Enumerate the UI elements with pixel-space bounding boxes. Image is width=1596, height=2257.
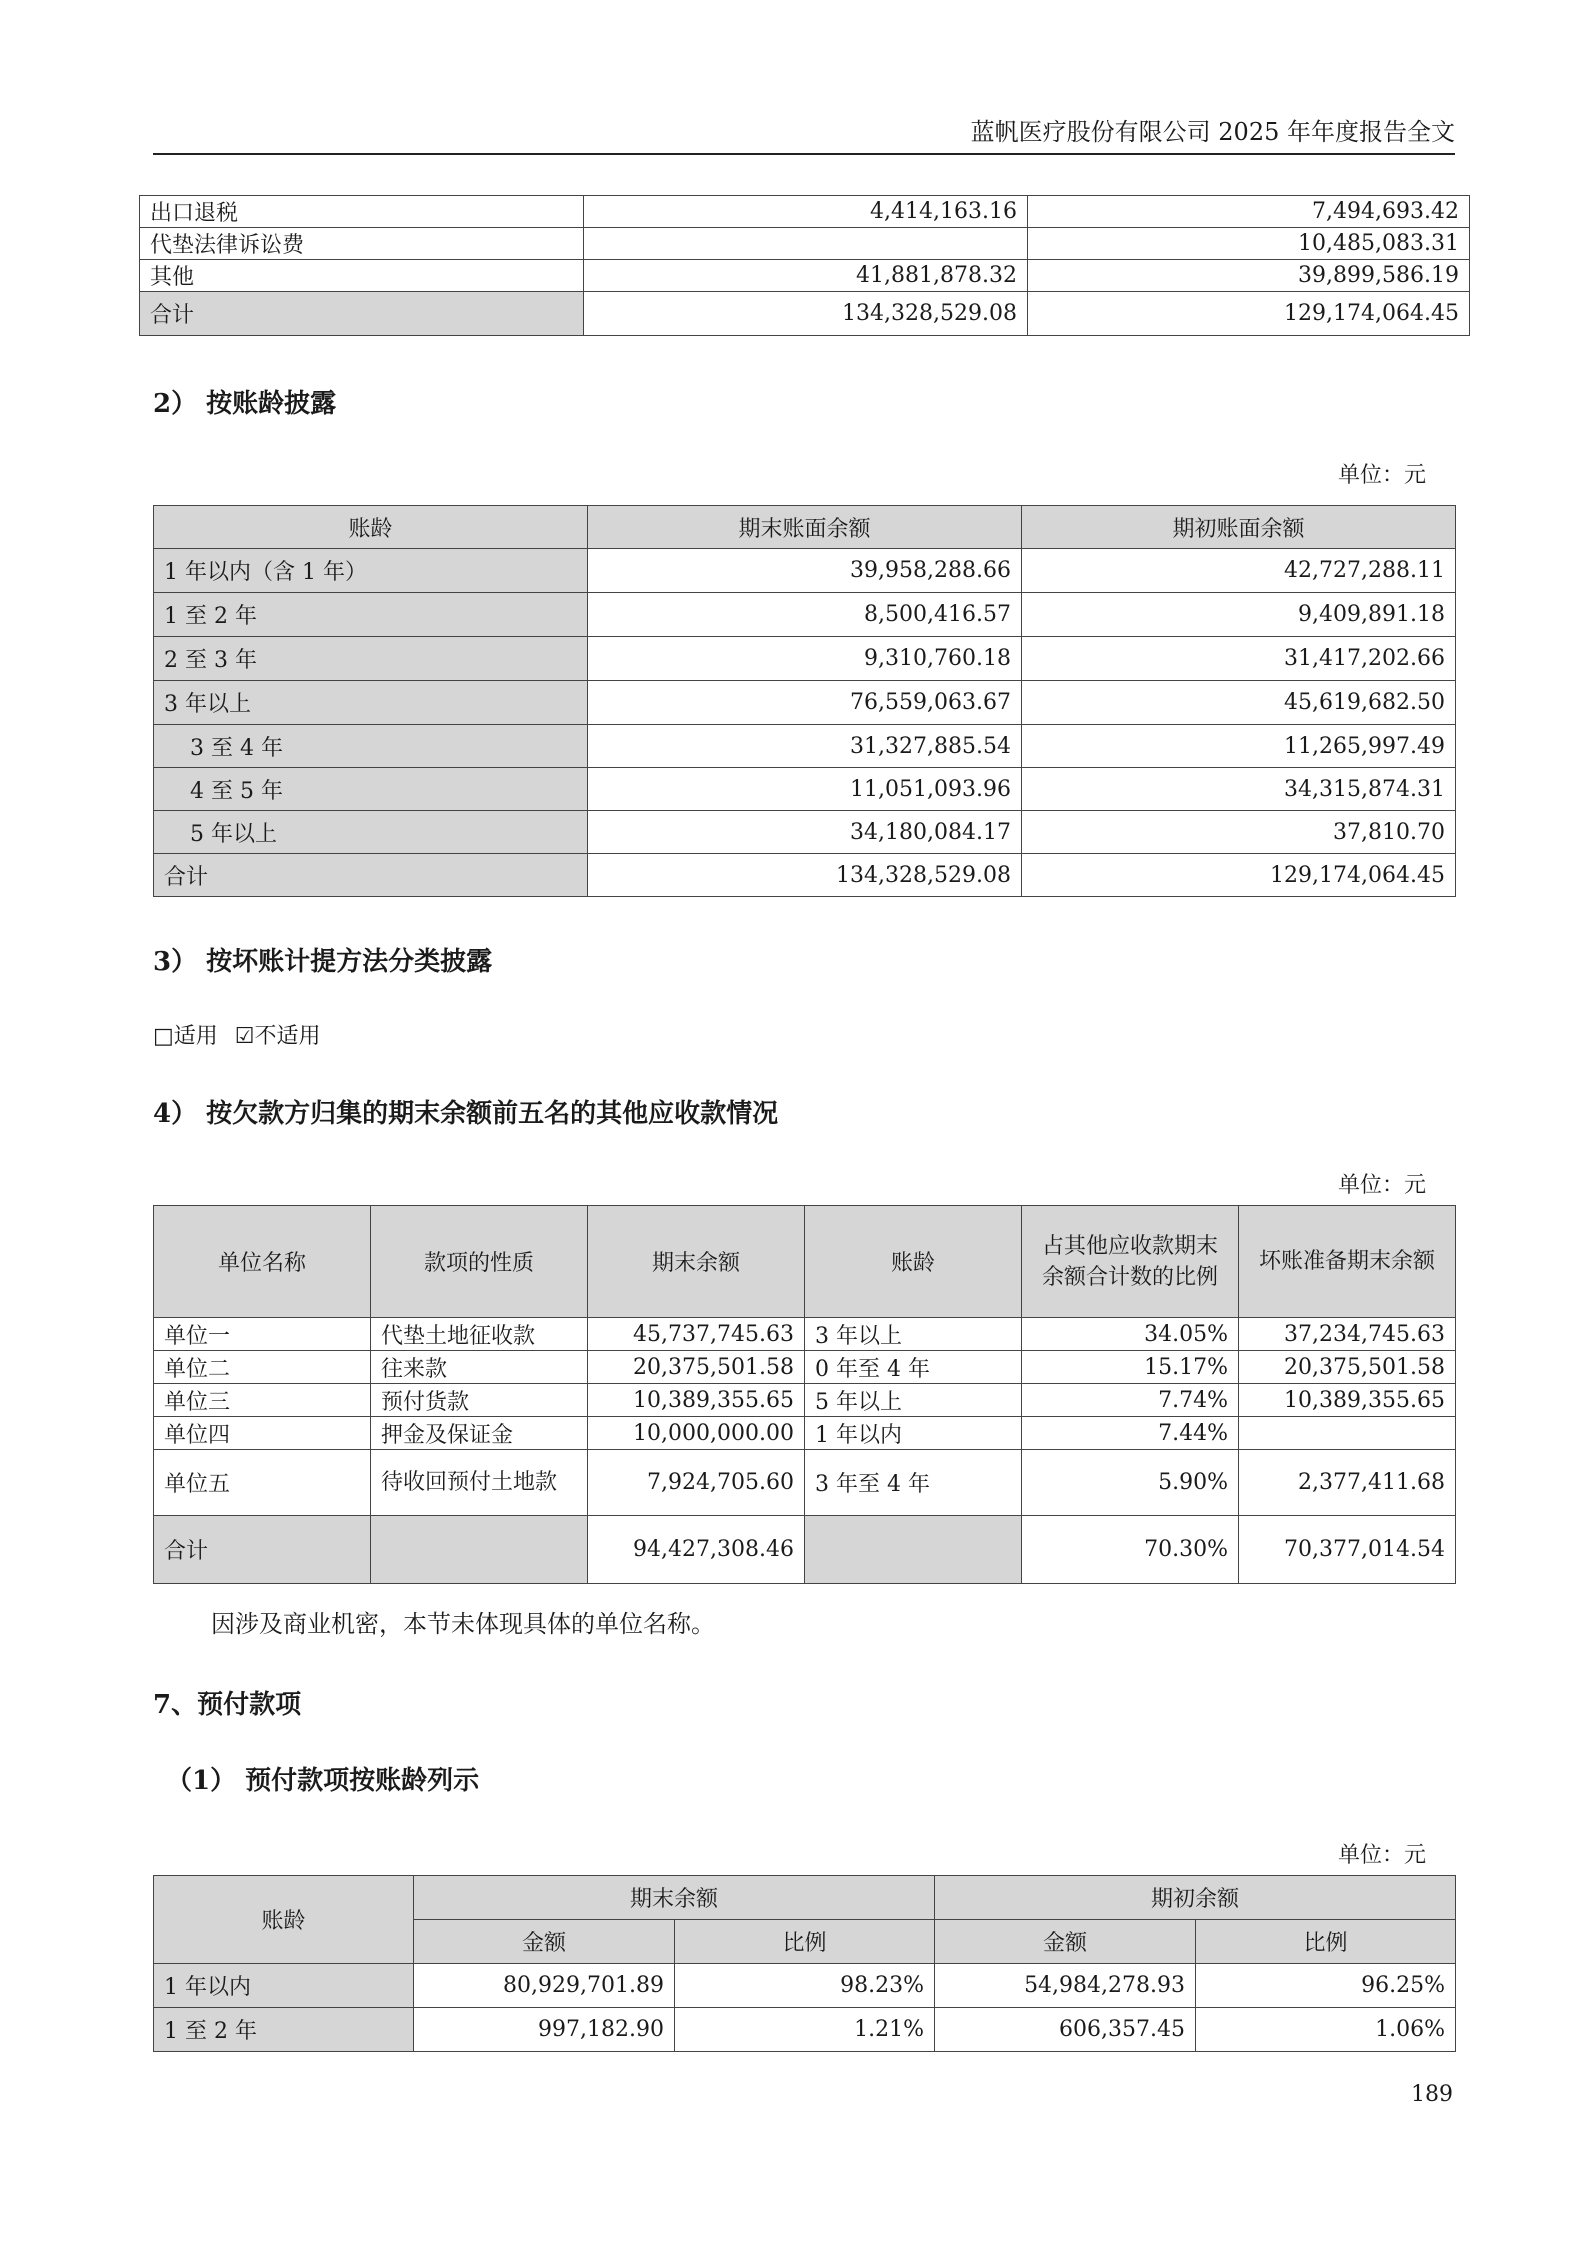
- begin-amount-cell: 54,984,278.93: [935, 1964, 1196, 2008]
- begin-balance-cell: 34,315,874.31: [1022, 768, 1456, 811]
- section-heading-bad-debt: 3） 按坏账计提方法分类披露: [153, 947, 493, 977]
- column-header: 账龄: [805, 1206, 1022, 1318]
- prepayments-aging-table: [153, 1875, 1456, 2052]
- confidentiality-note: 因涉及商业机密，本节未体现具体的单位名称。: [211, 1610, 715, 1638]
- column-header: 比例: [675, 1920, 935, 1964]
- end-ratio-cell: 1.21%: [675, 2008, 935, 2052]
- column-header: 期末账面余额: [588, 506, 1022, 549]
- unit-label: 单位：元: [1337, 1173, 1426, 1198]
- ratio-cell: 7.74%: [1022, 1384, 1239, 1417]
- debtor-name: 单位一: [154, 1318, 371, 1351]
- table-row: [154, 1384, 1456, 1417]
- ratio-cell: 15.17%: [1022, 1351, 1239, 1384]
- column-header: 金额: [414, 1920, 675, 1964]
- end-balance-cell: 134,328,529.08: [584, 292, 1028, 336]
- provision-cell: 10,389,355.65: [1239, 1384, 1456, 1417]
- section-heading-top-five: 4） 按欠款方归集的期末余额前五名的其他应收款情况: [153, 1099, 779, 1129]
- provision-cell: [1239, 1417, 1456, 1450]
- begin-ratio-cell: 96.25%: [1196, 1964, 1456, 2008]
- debtor-name: 单位四: [154, 1417, 371, 1450]
- debtor-name: 单位二: [154, 1351, 371, 1384]
- begin-balance-cell: 7,494,693.42: [1028, 196, 1470, 228]
- begin-balance-cell: 129,174,064.45: [1022, 854, 1456, 897]
- top-five-debtors-table: [153, 1205, 1456, 1584]
- row-label: 3 年以上: [154, 681, 588, 725]
- nature-cell: 往来款: [371, 1351, 588, 1384]
- aging-disclosure-table: [153, 505, 1456, 897]
- begin-balance-cell: 42,727,288.11: [1022, 549, 1456, 593]
- other-receivables-by-nature-table: [139, 195, 1470, 336]
- begin-balance-cell: 37,810.70: [1022, 811, 1456, 854]
- begin-ratio-cell: 1.06%: [1196, 2008, 1456, 2052]
- table-row: [154, 725, 1456, 768]
- row-label: 1 至 2 年: [154, 2008, 414, 2052]
- row-label: 1 至 2 年: [154, 593, 588, 637]
- unit-label: 单位：元: [1337, 463, 1426, 488]
- nature-cell: 预付货款: [371, 1384, 588, 1417]
- column-group-header: 期初余额: [935, 1876, 1456, 1920]
- table-row: [154, 681, 1456, 725]
- column-header: 账龄: [154, 506, 588, 549]
- row-label: 其他: [140, 260, 584, 292]
- row-label: 合计: [140, 292, 584, 336]
- end-amount-cell: 80,929,701.89: [414, 1964, 675, 2008]
- table-row: [154, 637, 1456, 681]
- ratio-cell: 7.44%: [1022, 1417, 1239, 1450]
- provision-cell: 2,377,411.68: [1239, 1450, 1456, 1516]
- section-heading-prepayments: 7、预付款项: [153, 1690, 302, 1720]
- column-header: 单位名称: [154, 1206, 371, 1318]
- column-header: 比例: [1196, 1920, 1456, 1964]
- age-cell: 0 年至 4 年: [805, 1351, 1022, 1384]
- table-row: [154, 1351, 1456, 1384]
- balance-cell: 45,737,745.63: [588, 1318, 805, 1351]
- balance-cell: 10,000,000.00: [588, 1417, 805, 1450]
- end-balance-cell: 11,051,093.96: [588, 768, 1022, 811]
- age-cell: 3 年至 4 年: [805, 1450, 1022, 1516]
- table-row: [154, 2008, 1456, 2052]
- age-cell: 3 年以上: [805, 1318, 1022, 1351]
- provision-cell: 20,375,501.58: [1239, 1351, 1456, 1384]
- table-row: [140, 260, 1470, 292]
- table-row: [154, 1450, 1456, 1516]
- debtor-name: 单位三: [154, 1384, 371, 1417]
- unit-label: 单位：元: [1337, 1843, 1426, 1868]
- table-row: [154, 1318, 1456, 1351]
- end-balance-cell: 76,559,063.67: [588, 681, 1022, 725]
- end-balance-cell: 39,958,288.66: [588, 549, 1022, 593]
- row-label: 代垫法律诉讼费: [140, 228, 584, 260]
- debtor-name: 单位五: [154, 1450, 371, 1516]
- end-balance-cell: [584, 228, 1028, 260]
- begin-balance-cell: 129,174,064.45: [1028, 292, 1470, 336]
- column-group-header: 期末余额: [414, 1876, 935, 1920]
- nature-cell: 代垫土地征收款: [371, 1318, 588, 1351]
- row-label: 2 至 3 年: [154, 637, 588, 681]
- column-header: 账龄: [154, 1876, 414, 1964]
- table-row: [154, 593, 1456, 637]
- table-row: [154, 549, 1456, 593]
- age-cell: 1 年以内: [805, 1417, 1022, 1450]
- nature-cell: 待收回预付土地款: [371, 1450, 588, 1516]
- column-header: 款项的性质: [371, 1206, 588, 1318]
- table-row: [154, 811, 1456, 854]
- column-header: 金额: [935, 1920, 1196, 1964]
- end-balance-cell: 34,180,084.17: [588, 811, 1022, 854]
- table-header-row: [154, 1206, 1456, 1318]
- end-balance-cell: 134,328,529.08: [588, 854, 1022, 897]
- begin-balance-cell: 9,409,891.18: [1022, 593, 1456, 637]
- header-divider: [153, 153, 1455, 155]
- ratio-cell: 70.30%: [1022, 1516, 1239, 1584]
- column-header: 坏账准备期末余额: [1239, 1206, 1456, 1318]
- column-header: 期末余额: [588, 1206, 805, 1318]
- row-label: 1 年以内（含 1 年）: [154, 549, 588, 593]
- ratio-cell: 34.05%: [1022, 1318, 1239, 1351]
- not-applicable-checkbox[interactable]: ☑不适用: [234, 1024, 321, 1049]
- end-balance-cell: 8,500,416.57: [588, 593, 1022, 637]
- table-row: [154, 1417, 1456, 1450]
- applicability-line: [153, 1019, 321, 1050]
- table-total-row: [154, 1516, 1456, 1584]
- table-total-row: [154, 854, 1456, 897]
- table-total-row: [140, 292, 1470, 336]
- table-header-row: [154, 506, 1456, 549]
- end-ratio-cell: 98.23%: [675, 1964, 935, 2008]
- column-header: 期初账面余额: [1022, 506, 1456, 549]
- begin-amount-cell: 606,357.45: [935, 2008, 1196, 2052]
- section-heading-by-aging: 2） 按账龄披露: [153, 389, 337, 419]
- row-label: 出口退税: [140, 196, 584, 228]
- table-row: [154, 768, 1456, 811]
- balance-cell: 20,375,501.58: [588, 1351, 805, 1384]
- row-label: 4 至 5 年: [154, 768, 588, 811]
- row-label: 1 年以内: [154, 1964, 414, 2008]
- provision-cell: 70,377,014.54: [1239, 1516, 1456, 1584]
- table-row: [140, 228, 1470, 260]
- end-balance-cell: 4,414,163.16: [584, 196, 1028, 228]
- row-label: 3 至 4 年: [154, 725, 588, 768]
- row-label: 合计: [154, 854, 588, 897]
- balance-cell: 7,924,705.60: [588, 1450, 805, 1516]
- balance-cell: 94,427,308.46: [588, 1516, 805, 1584]
- age-cell: 5 年以上: [805, 1384, 1022, 1417]
- end-balance-cell: 31,327,885.54: [588, 725, 1022, 768]
- ratio-cell: 5.90%: [1022, 1450, 1239, 1516]
- empty-cell: [371, 1516, 588, 1584]
- table-header-row: [154, 1876, 1456, 1920]
- begin-balance-cell: 31,417,202.66: [1022, 637, 1456, 681]
- provision-cell: 37,234,745.63: [1239, 1318, 1456, 1351]
- applicable-checkbox[interactable]: □适用: [153, 1024, 218, 1049]
- begin-balance-cell: 11,265,997.49: [1022, 725, 1456, 768]
- balance-cell: 10,389,355.65: [588, 1384, 805, 1417]
- column-header: 占其他应收款期末余额合计数的比例: [1022, 1206, 1239, 1318]
- begin-balance-cell: 39,899,586.19: [1028, 260, 1470, 292]
- end-amount-cell: 997,182.90: [414, 2008, 675, 2052]
- row-label: 5 年以上: [154, 811, 588, 854]
- begin-balance-cell: 10,485,083.31: [1028, 228, 1470, 260]
- table-row: [154, 1964, 1456, 2008]
- page-number: 189: [1411, 2082, 1453, 2107]
- total-label: 合计: [154, 1516, 371, 1584]
- table-row: [140, 196, 1470, 228]
- end-balance-cell: 9,310,760.18: [588, 637, 1022, 681]
- begin-balance-cell: 45,619,682.50: [1022, 681, 1456, 725]
- end-balance-cell: 41,881,878.32: [584, 260, 1028, 292]
- report-header-title: 蓝帆医疗股份有限公司 2025 年年度报告全文: [970, 118, 1455, 146]
- sub-heading-prepayments-aging: （1） 预付款项按账龄列示: [166, 1766, 480, 1796]
- nature-cell: 押金及保证金: [371, 1417, 588, 1450]
- empty-cell: [805, 1516, 1022, 1584]
